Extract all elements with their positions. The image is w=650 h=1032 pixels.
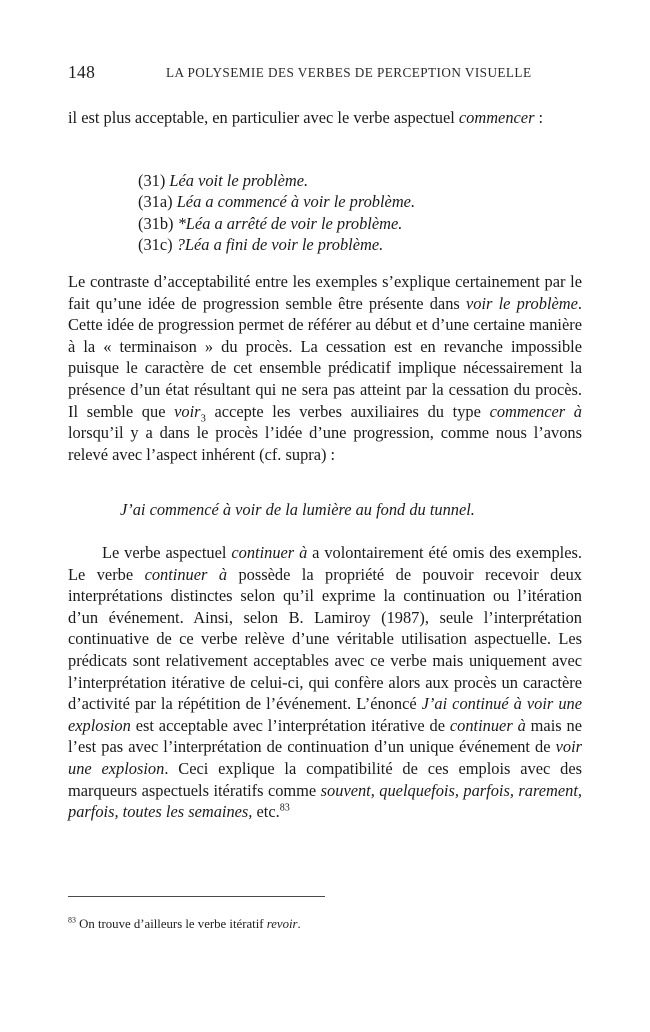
sense-index: 3 — [200, 412, 206, 424]
example-label: (31a) — [138, 192, 177, 212]
paragraph-continuer-a — [68, 542, 582, 823]
text-run: On trouve d’ailleurs le verbe itératif — [75, 917, 267, 931]
page-number: 148 — [68, 62, 96, 82]
text-run: : — [534, 108, 544, 127]
text-run: a volontairement été omis des exemples. Le verbe — [68, 543, 582, 584]
emphasis-text: continuer à — [231, 543, 308, 562]
emphasis-text: *Léa a arrêté de voir le problème. — [177, 213, 403, 233]
text-run: . Ceci explique la compatibilité de ces emplois avec des marqueurs aspectuels itératifs comme — [68, 758, 582, 800]
emphasis-text: voir — [174, 401, 201, 421]
emphasis-text: continuer à — [449, 715, 526, 735]
example-sentence — [178, 214, 403, 233]
example-item — [138, 234, 578, 255]
text-run: est acceptable avec l’interprétation itérative de — [130, 715, 450, 735]
emphasis-text: Léa a commencé à voir le problème. — [176, 192, 416, 212]
example-label: (31) — [138, 171, 170, 190]
example-sentence — [169, 171, 308, 190]
example-item — [138, 170, 578, 191]
footnote-separator-rule — [68, 896, 325, 897]
text-run: . — [297, 917, 301, 931]
example-label: (31b) — [138, 213, 178, 233]
emphasis-text: voir le problème — [465, 293, 578, 313]
text-run: lorsqu’il y a dans le procès l’idée d’une progression, comme nous l’avons relevé avec l’aspect inhérent (cf. supra) : — [68, 423, 582, 464]
text-run: accepte les verbes auxiliaires du type — [205, 401, 490, 421]
text-run: Le contraste d’acceptabilité entre les exemples s’explique certainement par le fait qu’une idée de progression semble être présente dans — [68, 272, 582, 313]
emphasis-text: ?Léa a fini de voir le problème. — [176, 234, 384, 254]
displayed-quotation — [120, 499, 590, 521]
footnote-83 — [68, 916, 582, 933]
example-label: (31c) — [138, 234, 177, 254]
text-run: Le verbe aspectuel — [102, 543, 232, 562]
paragraph-acceptability-contrast — [68, 271, 582, 465]
text-run: mais ne l’est pas avec l’interprétation de continuation d’un unique événement de — [68, 715, 582, 757]
emphasis-text: souvent, quelquefois, parfois, rarement, parfois, toutes les semaines, — [68, 780, 582, 822]
example-item — [138, 213, 578, 234]
running-head-title: LA POLYSEMIE DES VERBES DE PERCEPTION VISUELLE — [166, 65, 532, 80]
emphasis-text: commencer à — [489, 401, 582, 421]
paragraph-opening — [68, 107, 582, 129]
example-sentence — [177, 192, 415, 211]
emphasis-text: J’ai continué à voir une explosion — [68, 694, 582, 735]
emphasis-text: voir une explosion — [68, 737, 582, 778]
footnote-marker: 83 — [68, 915, 76, 925]
example-sentence — [177, 235, 384, 254]
text-run: . Cette idée de progression permet de référer au début et d’une certaine manière à la « terminaison » du procès. La cessation est en revanche impossible puisque le caractère de cet ensemble prédicatif implique nécessairement la présence d’un état résultant qui ne sera pas atteint par la cessation du procès. Il semble que — [68, 293, 582, 421]
emphasis-text: revoir — [266, 917, 298, 931]
running-head — [68, 62, 582, 84]
text-run: etc. — [252, 802, 280, 822]
emphasis-text: commencer — [458, 108, 535, 127]
example-item — [138, 191, 578, 212]
emphasis-text: continuer à — [144, 564, 228, 584]
footnote-marker: 83 — [279, 802, 290, 814]
numbered-example-list — [138, 170, 578, 255]
emphasis-text: J’ai commencé à voir de la lumière au fond du tunnel. — [120, 500, 475, 519]
text-run: possède la propriété de pouvoir recevoir deux interprétations distinctes selon qu’il exprime la continuation ou l’itération d’un événement. Ainsi, selon B. Lamiroy (1987), seule l’interprétation continuative de ce verbe relève d’une véritable utilisation aspectuelle. Les prédicats sont relativement acceptables avec ce verbe mais uniquement avec l’interprétation itérative de celui-ci, qui confère alors aux procès un caractère d’activité par la répétition de l’événement. L’énoncé — [68, 564, 582, 714]
emphasis-text: Léa voit le problème. — [169, 171, 309, 190]
text-run: il est plus acceptable, en particulier avec le verbe aspectuel — [68, 108, 459, 127]
